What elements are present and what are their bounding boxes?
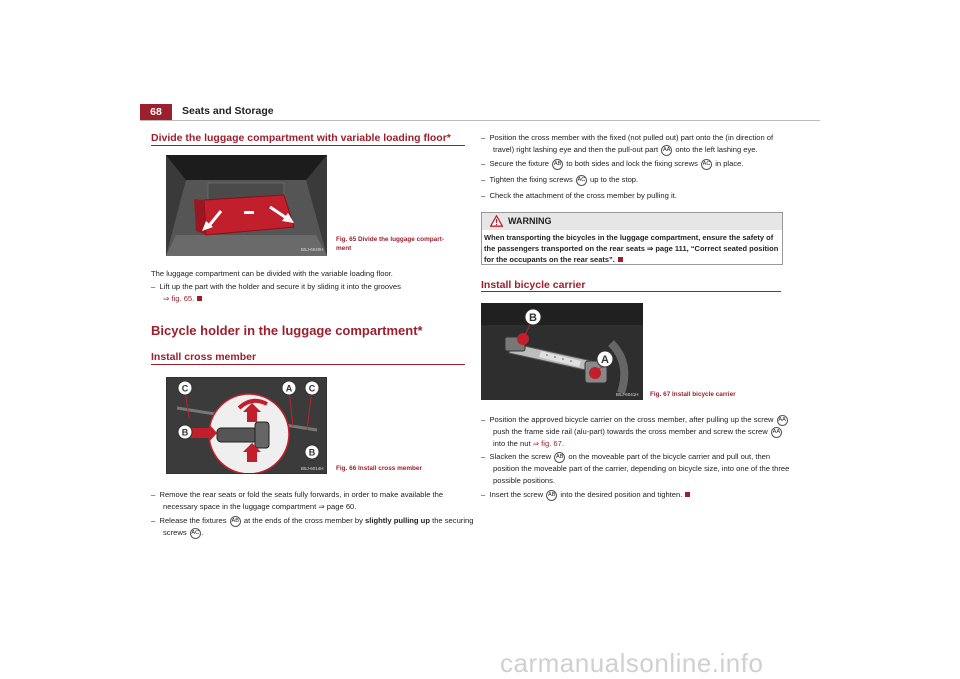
step-text: . <box>201 528 204 537</box>
list-item <box>151 281 463 304</box>
section-heading-variable-floor: Divide the luggage compartment with variable loading floor* <box>151 132 451 144</box>
dash: – <box>481 415 486 424</box>
step-text: Remove the rear seats or fold the seats fully forwards, in order to make available the necessary space in the luggage compartment ⇒ page 60. <box>159 490 444 511</box>
dash: – <box>481 191 486 200</box>
step-text: to both sides and lock the fixing screws <box>566 159 698 168</box>
warning-text <box>484 232 780 265</box>
callout-c: C <box>181 383 189 394</box>
list-item <box>481 190 793 202</box>
step-text: Check the attachment of the cross member by pulling it. <box>489 191 677 200</box>
end-marker <box>618 257 623 262</box>
list-item <box>481 132 793 156</box>
list-item <box>151 515 477 539</box>
bicycle-carrier-illustration <box>481 303 643 400</box>
dash: – <box>151 282 156 291</box>
badge-aa: AA <box>771 427 782 438</box>
figure-65-caption: Fig. 65 Divide the luggage compart-ment <box>336 236 444 252</box>
header-divider <box>140 120 820 121</box>
step-text: onto the left lashing eye. <box>675 144 758 154</box>
step-bold: slightly pulling up <box>365 516 430 525</box>
dash: – <box>481 159 486 168</box>
badge-aa: AA <box>661 145 672 156</box>
list-item <box>481 414 793 450</box>
badge-ab: AB <box>230 516 241 527</box>
figure-67-caption: Fig. 67 Install bicycle carrier <box>650 391 736 398</box>
step-text: at the ends of the cross member by <box>243 516 363 525</box>
step-text: in place. <box>715 159 744 168</box>
section-heading-bicycle-carrier: Install bicycle carrier <box>481 279 586 291</box>
step-text: the securing screws <box>163 516 474 537</box>
end-marker <box>197 296 202 301</box>
page-header-title: Seats and Storage <box>182 105 274 117</box>
page-number: 68 <box>140 104 172 121</box>
figure-code: B5J-6041H <box>616 392 639 397</box>
fig-67-link[interactable]: ⇒ fig. 67. <box>532 439 564 448</box>
dash: – <box>481 452 486 461</box>
figure-66-image <box>166 377 327 474</box>
step-text: Position the cross member with the fixed (not pulled out) part onto the (in direction of travel) right lashing eye and then the pull-out part <box>489 133 774 154</box>
step-text: Slacken the screw <box>489 452 552 461</box>
callout-b: B <box>181 427 189 438</box>
subheading-install-cross-member: Install cross member <box>151 351 257 363</box>
figure-code: B5J-6014H <box>301 466 324 471</box>
figure-67-image <box>481 303 643 400</box>
badge-ab: AB <box>552 159 563 170</box>
dash: – <box>151 490 156 499</box>
step-text: on the moveable part of the bicycle carrier and pull out, then position the moveable part of the carrier, depending on bicycle size, into one of the three possible positions. <box>493 452 790 485</box>
step-text: Release the fixtures <box>159 516 227 525</box>
callout-c: C <box>308 383 316 394</box>
list-item <box>481 489 793 501</box>
step-text: up to the stop. <box>590 175 639 184</box>
section-heading-bicycle-holder: Bicycle holder in the luggage compartment* <box>151 323 423 338</box>
callout-a: A <box>285 383 293 394</box>
list-item <box>481 158 793 170</box>
section-rule <box>481 291 781 292</box>
list-item <box>151 489 477 512</box>
badge-ac: AC <box>576 175 587 186</box>
dash: – <box>481 175 486 184</box>
list-item <box>481 451 793 486</box>
dash: – <box>481 133 486 142</box>
badge-aa: AA <box>777 415 788 426</box>
warning-title: WARNING <box>508 216 552 226</box>
watermark: carmanualsonline.info <box>500 648 764 678</box>
section-rule <box>151 364 465 365</box>
cross-member-illustration <box>167 378 326 473</box>
fig-65-link[interactable]: ⇒ fig. 65. <box>163 293 195 303</box>
badge-ab: AB <box>554 452 565 463</box>
step-text: push the frame side rail (alu-part) towards the cross member and screw the screw <box>493 427 768 436</box>
luggage-compartment-illustration <box>166 155 327 256</box>
badge-ac: AC <box>190 528 201 539</box>
step-text: Insert the screw <box>489 490 544 499</box>
callout-a: A <box>601 354 609 366</box>
callout-b: B <box>529 312 537 324</box>
section-rule <box>151 145 465 146</box>
step-text: Position the approved bicycle carrier on the cross member, after pulling up the screw <box>489 415 774 424</box>
badge-ab: AB <box>546 490 557 501</box>
end-marker <box>685 492 690 497</box>
badge-ac: AC <box>701 159 712 170</box>
dash: – <box>481 490 486 499</box>
step-text: Lift up the part with the holder and secure it by sliding it into the grooves <box>159 282 401 291</box>
warning-box <box>481 212 783 265</box>
step-text: Secure the fixture <box>489 159 549 168</box>
figure-65-image <box>166 155 327 256</box>
callout-b: B <box>308 447 316 458</box>
paragraph-intro: The luggage compartment can be divided with the variable loading floor. <box>151 269 393 278</box>
step-text: into the desired position and tighten. <box>560 490 683 499</box>
dash: – <box>151 516 156 525</box>
warning-triangle-icon <box>490 215 503 227</box>
step-text: into the nut <box>493 439 531 448</box>
list-item <box>481 174 793 186</box>
figure-code: B5J-6040H <box>301 247 324 252</box>
step-text: Tighten the fixing screws <box>489 175 573 184</box>
figure-66-caption: Fig. 66 Install cross member <box>336 465 422 472</box>
warning-body: When transporting the bicycles in the luggage compartment, ensure the safety of the passengers transported on the rear seats ⇒ page 111, “Correct seated position for the occupants on the rear seats”. <box>484 233 779 264</box>
